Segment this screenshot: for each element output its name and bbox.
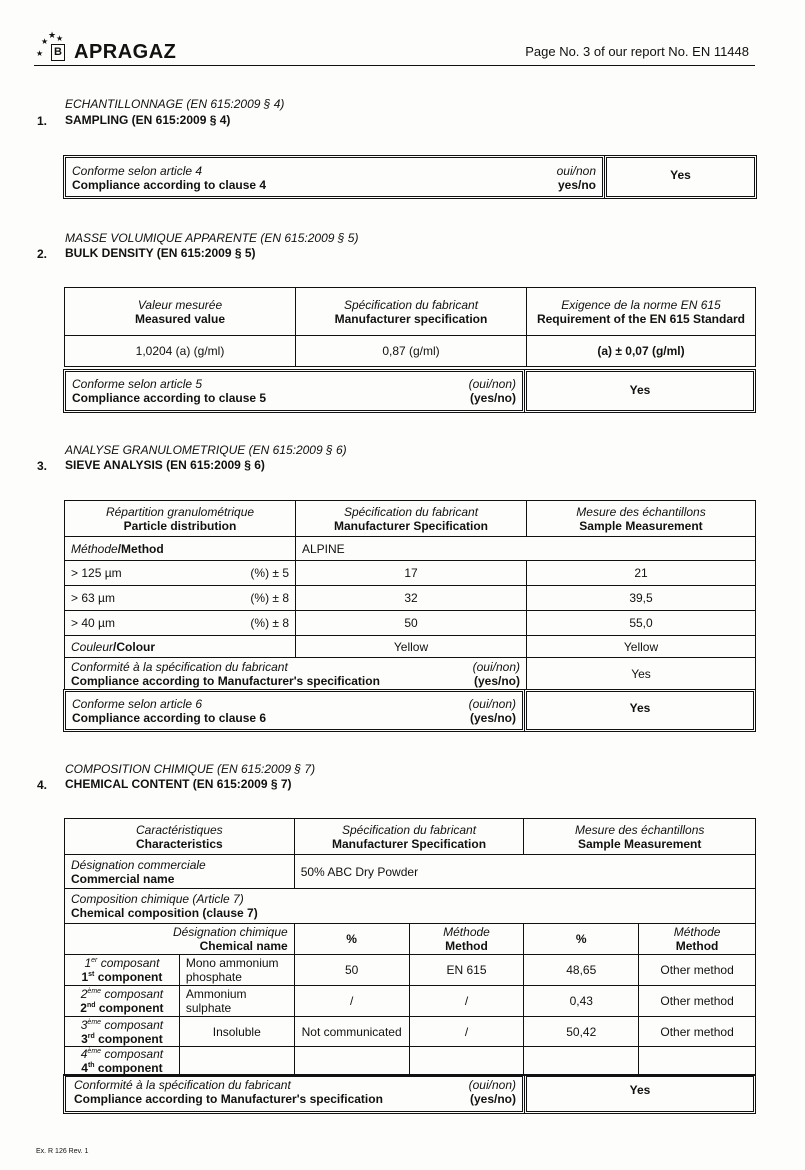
s4-spec-method: / (409, 986, 524, 1017)
s2-number: 2. (37, 247, 48, 261)
s4-component-name: Mono ammonium phosphate (179, 955, 294, 986)
s3-result: Yes (629, 701, 651, 715)
s4-spec-method-header: Méthode Method (409, 924, 524, 955)
s4-meas-method: Other method (639, 1017, 756, 1047)
s4-spec-pct: 50 (294, 955, 409, 986)
s3-header-measurement: Mesure des échantillons Sample Measurement (527, 501, 756, 537)
s4-spec-method: EN 615 (409, 955, 524, 986)
s1-title-fr: ECHANTILLONNAGE (EN 615:2009 § 4) (65, 97, 285, 111)
s3-spec-cell: 32 (296, 586, 527, 611)
s4-meas-method: Other method (639, 955, 756, 986)
s4-component-label: 4ème composant 4th component (65, 1047, 180, 1076)
s4-commercial-name-label: Désignation commerciale Commercial name (65, 855, 295, 889)
s3-size-cell: > 40 µm (%) ± 8 (65, 611, 296, 636)
svg-text:★: ★ (56, 34, 64, 43)
s4-composition-label: Composition chimique (Article 7) Chemical composition (clause 7) (65, 889, 756, 924)
s3-header-spec: Spécification du fabricant Manufacturer Specification (296, 501, 527, 537)
s4-header-spec: Spécification du fabricant Manufacturer Specification (294, 819, 524, 855)
s4-spec-method (409, 1047, 524, 1076)
svg-text:★: ★ (36, 49, 44, 58)
s4-component-name: Insoluble (179, 1017, 294, 1047)
s1-yn-fr: oui/non (556, 164, 596, 178)
s3-title-fr: ANALYSE GRANULOMETRIQUE (EN 615:2009 § 6) (65, 443, 347, 457)
s1-yn (520, 164, 596, 192)
s4-number: 4. (37, 778, 48, 792)
s4-meas-pct-header: % (524, 924, 639, 955)
s3-conf-spec-result: Yes (527, 658, 756, 690)
s3-spec-cell: 50 (296, 611, 527, 636)
company-logo (34, 30, 194, 66)
table-row (65, 561, 756, 586)
s2-compliance-label: Conforme selon article 5 Compliance according to clause 5 (72, 377, 267, 405)
s4-meas-pct: 50,42 (524, 1017, 639, 1047)
s4-component-label: 2ème composant 2nd component (65, 986, 180, 1017)
s3-colour-label: Couleur/Colour (65, 636, 296, 658)
s2-header-requirement: Exigence de la norme EN 615 Requirement of the EN 615 Standard (527, 288, 756, 336)
s4-header-characteristics: Caractéristiques Characteristics (65, 819, 295, 855)
s4-spec-pct: Not communicated (294, 1017, 409, 1047)
s3-meas-cell: 55,0 (527, 611, 756, 636)
s2-requirement-value: (a) ± 0,07 (g/ml) (527, 336, 756, 367)
s3-method-value: ALPINE (296, 537, 756, 561)
s4-component-name: Ammonium sulphate (179, 986, 294, 1017)
s3-meas-cell: 39,5 (527, 586, 756, 611)
s2-header-spec: Spécification du fabricant Manufacturer specification (296, 288, 527, 336)
s2-header-measured: Valeur mesurée Measured value (65, 288, 296, 336)
s4-chemical-name-header: Désignation chimique Chemical name (65, 924, 295, 955)
s2-measured-value: 1,0204 (a) (g/ml) (65, 336, 296, 367)
s3-spec-cell: 17 (296, 561, 527, 586)
s4-meas-pct (524, 1047, 639, 1076)
s4-component-name (179, 1047, 294, 1076)
s4-spec-pct (294, 1047, 409, 1076)
s4-spec-pct-header: % (294, 924, 409, 955)
table-row (65, 586, 756, 611)
s4-result: Yes (629, 1083, 651, 1097)
logo-letter: B (51, 44, 65, 61)
s1-compliance-fr: Conforme selon article 4 (72, 164, 203, 178)
table-row (65, 986, 756, 1017)
s3-meas-cell: 21 (527, 561, 756, 586)
svg-text:★: ★ (48, 31, 57, 41)
s4-spec-pct: / (294, 986, 409, 1017)
s4-yn: (oui/non) (yes/no) (468, 1078, 516, 1106)
s2-result: Yes (629, 383, 651, 397)
s3-header-distribution: Répartition granulométrique Particle distribution (65, 501, 296, 537)
s3-number: 3. (37, 459, 48, 473)
header-rule (34, 65, 755, 66)
s4-meas-method (639, 1047, 756, 1076)
table-row (65, 955, 756, 986)
s3-title-en: SIEVE ANALYSIS (EN 615:2009 § 6) (65, 458, 265, 472)
s4-meas-method: Other method (639, 986, 756, 1017)
table-row (65, 1017, 756, 1047)
s4-header-measurement: Mesure des échantillons Sample Measurement (524, 819, 756, 855)
chemical-content-table (64, 818, 756, 1076)
svg-text:★: ★ (41, 37, 49, 46)
s2-spec-value: 0,87 (g/ml) (296, 336, 527, 367)
bulk-density-table (64, 287, 756, 367)
s1-yn-en: yes/no (557, 178, 596, 192)
s3-compliance-label: Conforme selon article 6 Compliance according to clause 6 (72, 697, 267, 725)
sieve-analysis-table (64, 500, 756, 690)
logo-text: APRAGAZ (74, 41, 177, 63)
s2-title-en: BULK DENSITY (EN 615:2009 § 5) (65, 246, 256, 260)
s3-yn: (oui/non) (yes/no) (468, 697, 516, 725)
s1-title-en: SAMPLING (EN 615:2009 § 4) (65, 113, 231, 127)
s3-method-label: Méthode/Method (65, 537, 296, 561)
s3-size-cell: > 63 µm (%) ± 8 (65, 586, 296, 611)
s1-compliance-label (72, 164, 266, 192)
s4-title-fr: COMPOSITION CHIMIQUE (EN 615:2009 § 7) (65, 762, 316, 776)
s4-title-en: CHEMICAL CONTENT (EN 615:2009 § 7) (65, 777, 292, 791)
s1-compliance-en: Compliance according to clause 4 (72, 178, 267, 192)
s4-meas-method-header: Méthode Method (639, 924, 756, 955)
table-row (65, 611, 756, 636)
s4-compliance-label: Conformité à la spécification du fabricant Compliance according to Manufacturer's specification (74, 1078, 383, 1106)
s1-number: 1. (37, 114, 48, 128)
s2-title-fr: MASSE VOLUMIQUE APPARENTE (EN 615:2009 § 5) (65, 231, 359, 245)
form-reference: Ex. R 126 Rev. 1 (36, 1148, 89, 1155)
s4-component-label: 3ème composant 3rd component (65, 1017, 180, 1047)
s4-meas-pct: 48,65 (524, 955, 639, 986)
s3-size-cell: > 125 µm (%) ± 5 (65, 561, 296, 586)
s3-colour-spec: Yellow (296, 636, 527, 658)
s3-conf-spec-label: (oui/non) (yes/no) Conformité à la spécification du fabricant Compliance according to Manufacturer's specification (65, 658, 527, 690)
table-row (65, 1047, 756, 1076)
s4-meas-pct: 0,43 (524, 986, 639, 1017)
s4-component-label: 1er composant 1st component (65, 955, 180, 986)
page-reference: Page No. 3 of our report No. EN 11448 (525, 44, 749, 59)
s4-commercial-name-value: 50% ABC Dry Powder (294, 855, 755, 889)
s4-spec-method: / (409, 1017, 524, 1047)
s2-yn: (oui/non) (yes/no) (468, 377, 516, 405)
s1-result: Yes (670, 168, 691, 182)
s3-colour-meas: Yellow (527, 636, 756, 658)
